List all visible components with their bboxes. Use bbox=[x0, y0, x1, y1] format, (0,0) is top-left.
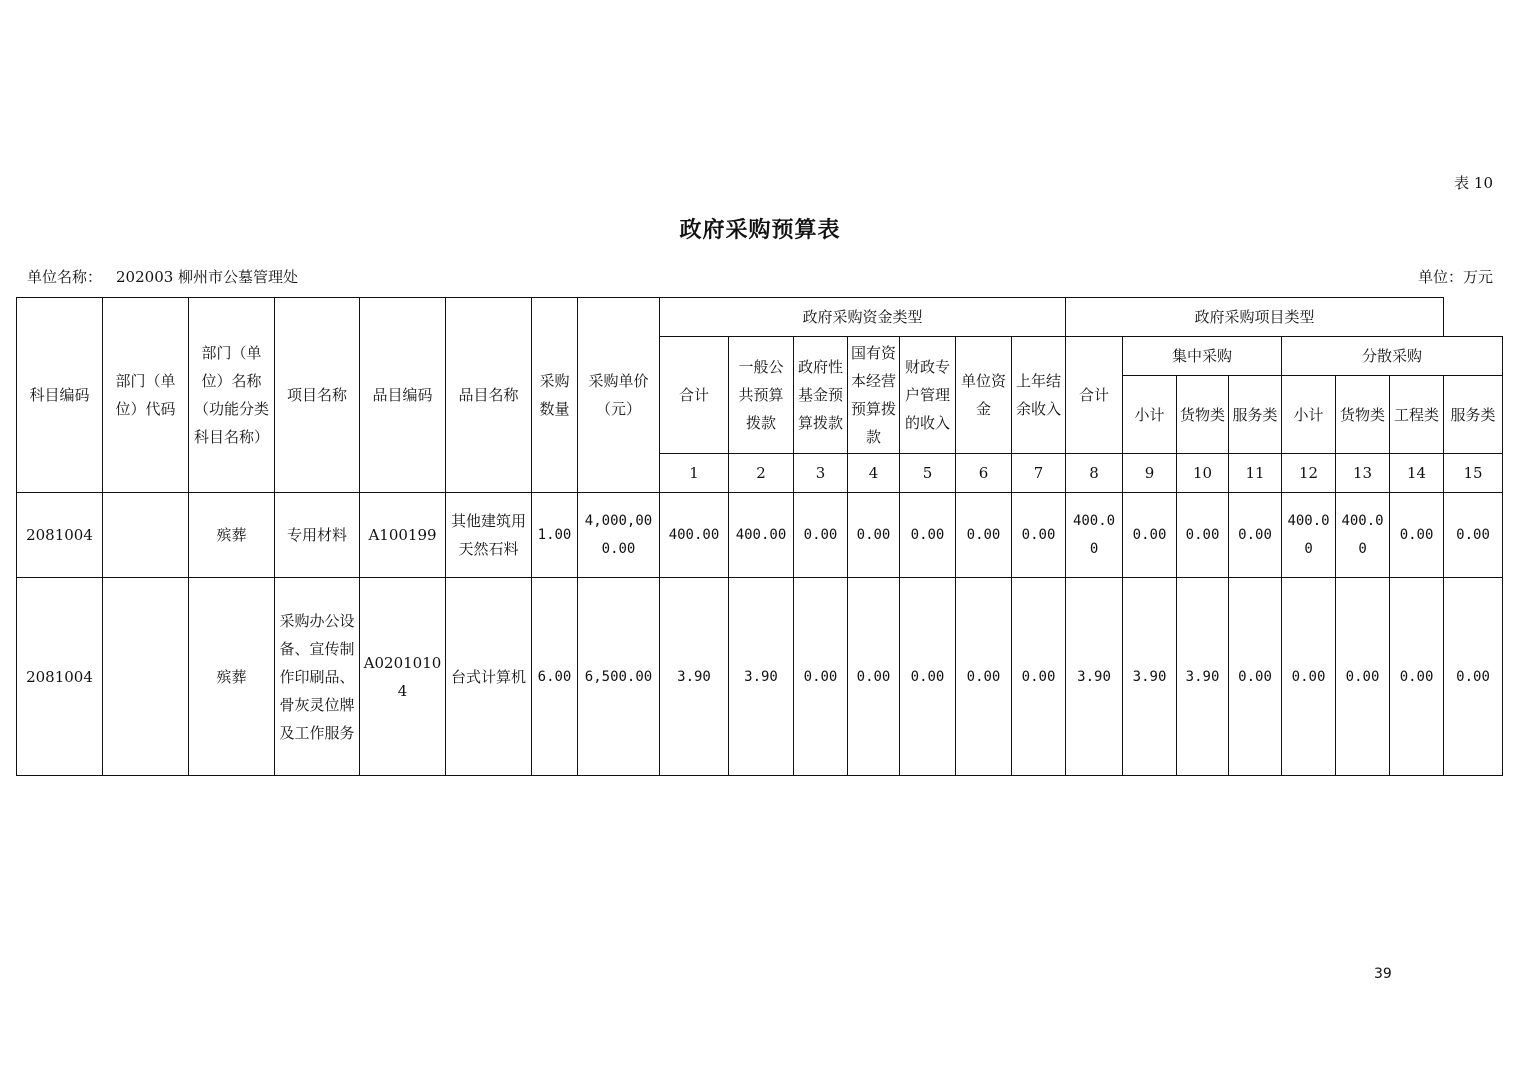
cell-value: 0.00 bbox=[1336, 578, 1390, 776]
header-fund-total: 合计 bbox=[660, 337, 729, 454]
cell-unit-price: 6,500.00 bbox=[578, 578, 660, 776]
header-d-engineering: 工程类 bbox=[1390, 376, 1444, 454]
cell-value: 400.00 bbox=[729, 493, 794, 578]
column-index: 1 bbox=[660, 454, 729, 493]
column-index: 4 bbox=[848, 454, 900, 493]
cell-value: 0.00 bbox=[1177, 493, 1229, 578]
currency-unit: 单位：万元 bbox=[1417, 268, 1493, 286]
cell-value: 0.00 bbox=[1444, 578, 1503, 776]
header-dept-code: 部门（单位）代码 bbox=[103, 298, 189, 493]
cell-value: 0.00 bbox=[956, 493, 1012, 578]
cell-value: 3.90 bbox=[660, 578, 729, 776]
cell-value: 0.00 bbox=[848, 493, 900, 578]
cell-value: 400.00 bbox=[1282, 493, 1336, 578]
cell-value: 3.90 bbox=[729, 578, 794, 776]
cell-value: 0.00 bbox=[1012, 493, 1066, 578]
header-c-goods: 货物类 bbox=[1177, 376, 1229, 454]
header-project-type: 政府采购项目类型 bbox=[1066, 298, 1444, 337]
header-fund-type: 政府采购资金类型 bbox=[660, 298, 1066, 337]
cell-quantity: 1.00 bbox=[532, 493, 578, 578]
cell-dept-code bbox=[103, 493, 189, 578]
cell-value: 400.00 bbox=[1066, 493, 1123, 578]
cell-value: 400.00 bbox=[660, 493, 729, 578]
header-unit-price: 采购单价（元） bbox=[578, 298, 660, 493]
column-index: 14 bbox=[1390, 454, 1444, 493]
table-row bbox=[17, 493, 1503, 578]
cell-item-code: A100199 bbox=[360, 493, 446, 578]
header-item-code: 品目编码 bbox=[360, 298, 446, 493]
header-unit-fund: 单位资金 bbox=[956, 337, 1012, 454]
header-state-capital: 国有资本经营预算拨款 bbox=[848, 337, 900, 454]
column-index: 11 bbox=[1229, 454, 1282, 493]
unit-name bbox=[27, 266, 298, 287]
cell-item-name: 其他建筑用天然石料 bbox=[446, 493, 532, 578]
cell-value: 3.90 bbox=[1177, 578, 1229, 776]
column-index: 13 bbox=[1336, 454, 1390, 493]
header-special-account: 财政专户管理的收入 bbox=[900, 337, 956, 454]
cell-quantity: 6.00 bbox=[532, 578, 578, 776]
column-index: 8 bbox=[1066, 454, 1123, 493]
page-number: 39 bbox=[1374, 966, 1392, 982]
cell-subject-code: 2081004 bbox=[17, 493, 103, 578]
cell-project-name: 采购办公设备、宣传制作印刷品、骨灰灵位牌及工作服务 bbox=[275, 578, 360, 776]
cell-value: 0.00 bbox=[1229, 493, 1282, 578]
page-title: 政府采购预算表 bbox=[679, 217, 841, 243]
header-item-name: 品目名称 bbox=[446, 298, 532, 493]
column-index: 2 bbox=[729, 454, 794, 493]
cell-value: 400.00 bbox=[1336, 493, 1390, 578]
column-index: 9 bbox=[1123, 454, 1177, 493]
cell-value: 0.00 bbox=[900, 493, 956, 578]
header-last-year: 上年结余收入 bbox=[1012, 337, 1066, 454]
cell-subject-code: 2081004 bbox=[17, 578, 103, 776]
header-d-service: 服务类 bbox=[1444, 376, 1503, 454]
cell-dept-name: 殡葬 bbox=[189, 578, 275, 776]
header-c-subtotal: 小计 bbox=[1123, 376, 1177, 454]
unit-name-label: 单位名称： bbox=[27, 268, 103, 286]
cell-value: 0.00 bbox=[794, 493, 848, 578]
cell-value: 3.90 bbox=[1123, 578, 1177, 776]
cell-value: 0.00 bbox=[1444, 493, 1503, 578]
cell-value: 3.90 bbox=[1066, 578, 1123, 776]
column-index: 3 bbox=[794, 454, 848, 493]
cell-value: 0.00 bbox=[900, 578, 956, 776]
header-d-goods: 货物类 bbox=[1336, 376, 1390, 454]
header-subject-code: 科目编码 bbox=[17, 298, 103, 493]
cell-value: 0.00 bbox=[1390, 493, 1444, 578]
cell-unit-price: 4,000,000.00 bbox=[578, 493, 660, 578]
cell-value: 0.00 bbox=[1123, 493, 1177, 578]
column-index: 12 bbox=[1282, 454, 1336, 493]
column-index: 10 bbox=[1177, 454, 1229, 493]
table-row bbox=[17, 578, 1503, 776]
cell-value: 0.00 bbox=[794, 578, 848, 776]
header-dept-name: 部门（单位）名称（功能分类科目名称） bbox=[189, 298, 275, 493]
header-proj-total: 合计 bbox=[1066, 337, 1123, 454]
cell-dept-code bbox=[103, 578, 189, 776]
cell-value: 0.00 bbox=[956, 578, 1012, 776]
procurement-budget-table bbox=[16, 297, 1503, 776]
header-quantity: 采购数量 bbox=[532, 298, 578, 493]
cell-dept-name: 殡葬 bbox=[189, 493, 275, 578]
column-index: 15 bbox=[1444, 454, 1503, 493]
column-index: 6 bbox=[956, 454, 1012, 493]
header-d-subtotal: 小计 bbox=[1282, 376, 1336, 454]
cell-item-name: 台式计算机 bbox=[446, 578, 532, 776]
column-index: 5 bbox=[900, 454, 956, 493]
cell-value: 0.00 bbox=[1390, 578, 1444, 776]
header-project-name: 项目名称 bbox=[275, 298, 360, 493]
header-gov-fund: 政府性基金预算拨款 bbox=[794, 337, 848, 454]
cell-value: 0.00 bbox=[848, 578, 900, 776]
header-general-budget: 一般公共预算拨款 bbox=[729, 337, 794, 454]
cell-value: 0.00 bbox=[1012, 578, 1066, 776]
cell-value: 0.00 bbox=[1282, 578, 1336, 776]
header-centralized: 集中采购 bbox=[1123, 337, 1282, 376]
unit-code-name: 202003 柳州市公墓管理处 bbox=[116, 268, 299, 286]
cell-item-code: A02010104 bbox=[360, 578, 446, 776]
table-number: 表 10 bbox=[1454, 174, 1493, 192]
cell-value: 0.00 bbox=[1229, 578, 1282, 776]
column-index: 7 bbox=[1012, 454, 1066, 493]
header-c-service: 服务类 bbox=[1229, 376, 1282, 454]
header-decentralized: 分散采购 bbox=[1282, 337, 1503, 376]
cell-project-name: 专用材料 bbox=[275, 493, 360, 578]
